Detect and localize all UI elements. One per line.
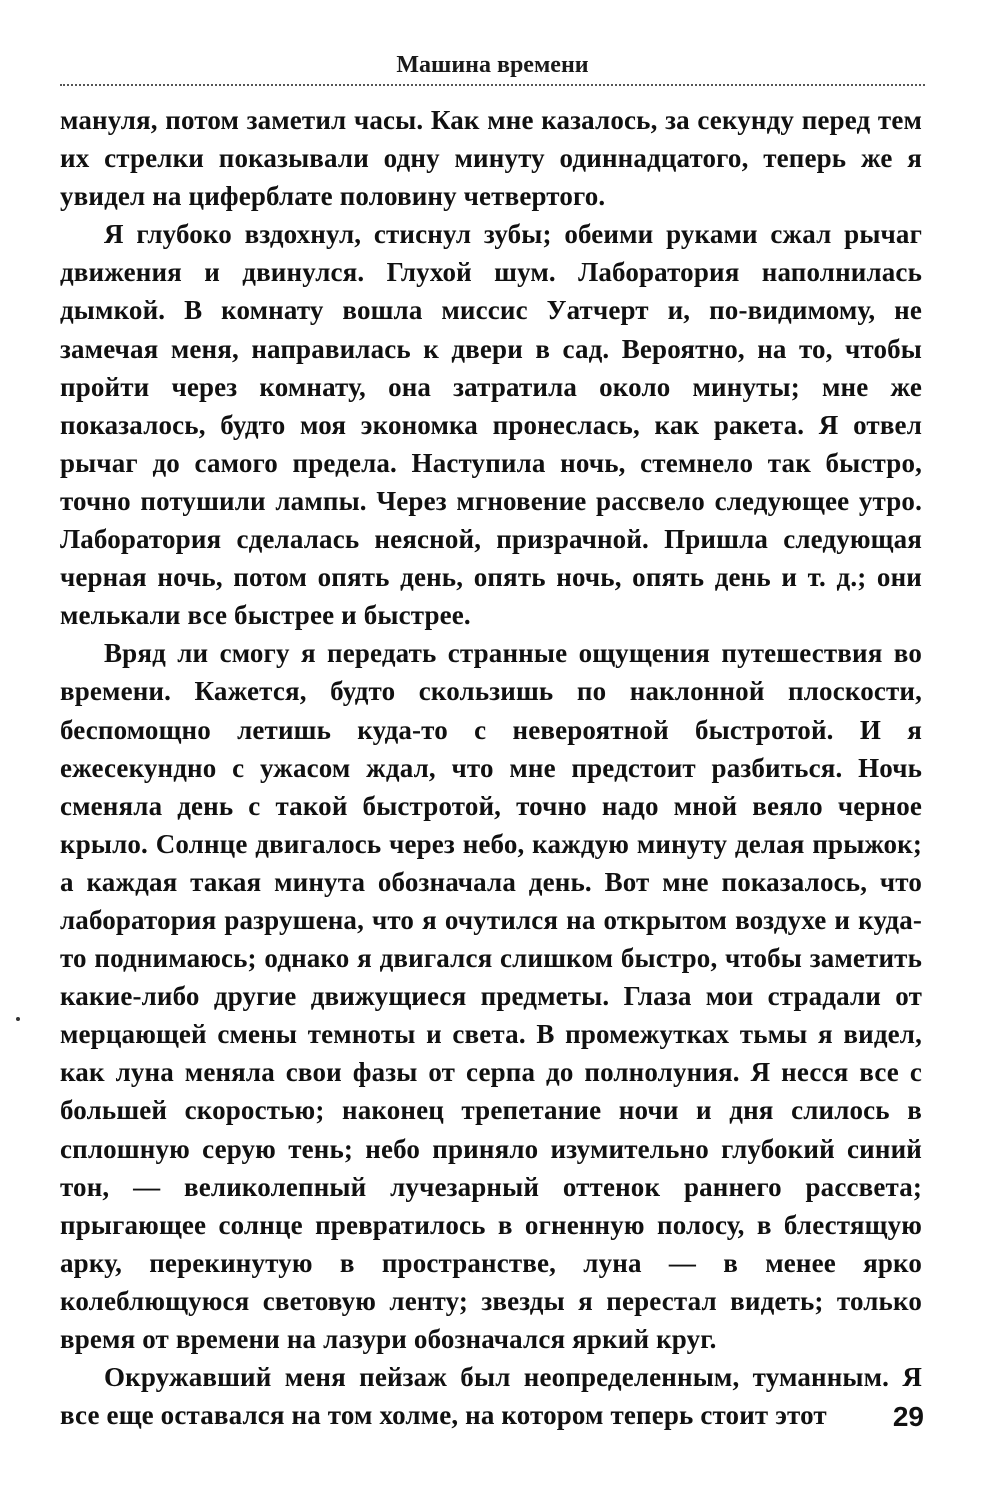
- paragraph-2: Я глубоко вздохнул, стиснул зубы; обеими руками сжал рычаг движения и двинулся. Глухой шум. Лаборатория наполнилась дымкой. В комнату вошла миссис Уатчерт и, по-видимому, не замечая меня, направилась к двери в сад. Вероятно, на то, чтобы пройти через комнату, она затратила около минуты; мне же показалось, будто моя экономка пронеслась, как ракета. Я отвел рычаг до самого предела. Наступила ночь, стемнело так быстро, точно потушили лампы. Через мгновение рассвело следующее утро. Лаборатория сделалась неясной, призрачной. Пришла следующая черная ночь, потом опять день, опять ночь, опять день и т. д.; они мелькали все быстрее и быстрее.: [60, 219, 922, 631]
- margin-speck: [16, 1017, 20, 1021]
- paragraph-4: Окружавший меня пейзаж был неопределенным, туманным. Я все еще оставался на том холме, на котором теперь стоит этот: [60, 1362, 922, 1431]
- page-number: 29: [892, 1401, 924, 1432]
- running-title: Машина времени: [396, 52, 589, 78]
- running-header: [60, 50, 925, 86]
- body-text: [60, 101, 922, 1434]
- paragraph-3: Вряд ли смогу я передать странные ощущения путешествия во времени. Кажется, будто скользишь по наклонной плоскости, беспомощно летишь куда-то с невероятной быстротой. И я ежесекундно с ужасом ждал, что мне предстоит разбиться. Ночь сменяла день с такой быстротой, точно надо мной веяло черное крыло. Солнце двигалось через небо, каждую минуту делая прыжок; а каждая такая минута обозначала день. Вот мне показалось, что лаборатория разрушена, что я очутился на открытом воздухе и куда-то поднимаюсь; однако я двигался слишком быстро, чтобы заметить какие-либо другие движущиеся предметы. Глаза мои страдали от мерцающей смены темноты и света. В промежутках тьмы я видел, как луна меняла свои фазы от серпа до полнолуния. Я несся все с большей скоростью; наконец трепетание ночи и дня слилось в сплошную серую тень; небо приняло изумительно глубокий синий тон, — великолепный лучезарный оттенок раннего рассвета; прыгающее солнце превратилось в огненную полосу, в блестящую арку, перекинутую в пространстве, луна — в менее ярко колеблющуюся световую ленту; звезды я перестал видеть; только время от времени на лазури обозначался яркий круг.: [60, 638, 922, 1354]
- paragraph-1: мануля, потом заметил часы. Как мне казалось, за секунду перед тем их стрелки показывали одну минуту одиннадцатого, теперь же я увидел на циферблате половину четвертого.: [60, 105, 922, 212]
